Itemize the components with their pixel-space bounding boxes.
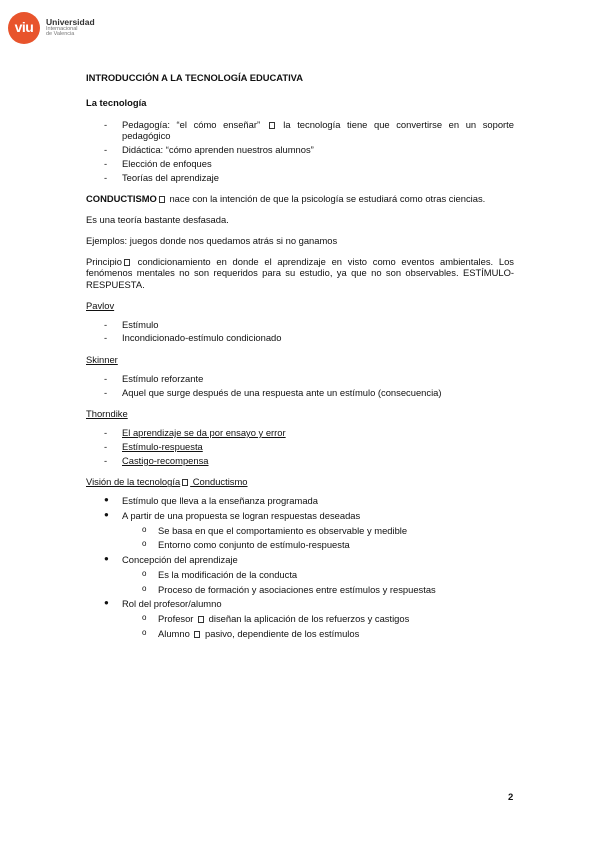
sub-list-item bbox=[122, 525, 514, 537]
list-item: - Teorías del aprendizaje bbox=[86, 172, 514, 184]
list-item-text: pasivo, dependiente de los estímulos bbox=[202, 627, 360, 639]
arrow-placeholder-icon bbox=[198, 616, 204, 623]
sub-list bbox=[122, 569, 514, 596]
sub-list-item bbox=[122, 569, 514, 581]
list-item: - Aquel que surge después de una respuesta ante un estímulo (consecuencia) bbox=[86, 387, 514, 399]
sub-list-item bbox=[122, 613, 514, 625]
list-item-text: Se basa en que el comportamiento es observable y medible bbox=[158, 524, 408, 536]
heading-text: Conductismo bbox=[190, 476, 248, 488]
list-item: - Castigo-recompensa bbox=[86, 455, 514, 467]
pavlov-list bbox=[86, 319, 514, 345]
sub-list-item bbox=[122, 539, 514, 551]
pavlov-heading: Pavlov bbox=[86, 299, 115, 311]
university-logo bbox=[8, 12, 95, 44]
arrow-placeholder-icon bbox=[124, 259, 130, 266]
principio-paragraph bbox=[86, 256, 514, 291]
sub-list bbox=[122, 613, 514, 640]
document-body bbox=[86, 72, 514, 643]
list-item bbox=[86, 119, 514, 143]
list-item: - Estímulo bbox=[86, 319, 514, 331]
list-item: - Estímulo reforzante bbox=[86, 373, 514, 385]
list-item-text: Rol del profesor/alumno bbox=[122, 598, 222, 610]
circle-bullet-icon: o bbox=[142, 524, 147, 534]
logo-name: Universidad bbox=[46, 16, 95, 27]
sub-list-item bbox=[122, 628, 514, 640]
thorndike-heading: Thorndike bbox=[86, 408, 128, 420]
list-item bbox=[86, 510, 514, 551]
bullet-icon: ● bbox=[104, 495, 109, 504]
principio-label: Principio bbox=[86, 255, 122, 267]
skinner-list bbox=[86, 373, 514, 399]
paragraph-text: nace con la intención de que la psicología se estudiará como otras ciencias. bbox=[166, 193, 486, 205]
logo-sub-line-1: Internacional bbox=[46, 25, 78, 32]
sub-list-item bbox=[122, 584, 514, 596]
list-item-text: diseñan la aplicación de los refuerzos y castigos bbox=[206, 613, 410, 624]
list-item-text: Pedagogía: “el cómo enseñar” bbox=[122, 118, 267, 130]
arrow-placeholder-icon bbox=[269, 122, 275, 129]
heading-text: Visión de la tecnología bbox=[86, 476, 181, 488]
list-item-text: Concepción del aprendizaje bbox=[122, 554, 238, 565]
conductismo-paragraph bbox=[86, 193, 514, 205]
ejemplos-paragraph: Ejemplos: juegos donde nos quedamos atrás si no ganamos bbox=[86, 234, 338, 246]
vision-heading bbox=[86, 476, 514, 488]
bullet-icon: ● bbox=[104, 598, 109, 608]
list-item-text: Es la modificación de la conducta bbox=[158, 568, 298, 580]
list-item: - Incondicionado-estímulo condicionado bbox=[86, 332, 514, 344]
list-item: - Didáctica: “cómo aprenden nuestros alumnos” bbox=[86, 144, 514, 156]
circle-bullet-icon: o bbox=[142, 539, 147, 549]
arrow-placeholder-icon bbox=[194, 631, 200, 638]
list-item-text: Entorno como conjunto de estímulo-respuesta bbox=[158, 539, 350, 551]
arrow-placeholder-icon bbox=[159, 196, 165, 203]
conductismo-label: CONDUCTISMO bbox=[86, 193, 157, 205]
logo-sub-line-2: de Valencia bbox=[46, 31, 75, 38]
list-item: - Estímulo-respuesta bbox=[86, 441, 514, 453]
circle-bullet-icon: o bbox=[142, 568, 147, 578]
sub-list bbox=[122, 525, 514, 552]
list-item-text: la tecnología tiene que convertirse en un soporte pedagógico bbox=[122, 118, 514, 142]
thorndike-list bbox=[86, 427, 514, 466]
circle-bullet-icon: o bbox=[142, 613, 147, 622]
list-item bbox=[86, 598, 514, 639]
document-title: INTRODUCCIÓN A LA TECNOLOGÍA EDUCATIVA bbox=[86, 72, 303, 83]
list-item bbox=[86, 554, 514, 595]
desfasada-paragraph: Es una teoría bastante desfasada. bbox=[86, 214, 229, 225]
circle-bullet-icon: o bbox=[142, 583, 147, 593]
technology-list bbox=[86, 119, 514, 184]
page-number: 2 bbox=[508, 792, 514, 803]
section-subtitle: La tecnología bbox=[86, 96, 147, 108]
circle-bullet-icon: o bbox=[142, 627, 147, 637]
paragraph-text: condicionamiento en donde el aprendizaje en visto como eventos ambientales. Los fenómenos mentales no son requeridos para su estudio, ya que no son observables. ESTÍMULO-RESPUESTA. bbox=[86, 255, 514, 290]
logo-wordmark bbox=[46, 18, 95, 38]
list-item: - El aprendizaje se da por ensayo y error bbox=[86, 427, 514, 439]
list-item-text: Estímulo que lleva a la enseñanza programada bbox=[122, 495, 318, 506]
list-item: - Elección de enfoques bbox=[86, 158, 514, 170]
list-item-text: Proceso de formación y asociaciones entre estímulos y respuestas bbox=[158, 583, 436, 595]
viu-logo-mark: viu bbox=[8, 12, 40, 44]
list-item bbox=[86, 495, 514, 507]
bullet-icon: ● bbox=[104, 509, 109, 519]
bullet-icon: ● bbox=[104, 554, 109, 563]
list-item-text: Profesor bbox=[158, 613, 197, 624]
skinner-heading: Skinner bbox=[86, 354, 118, 365]
arrow-placeholder-icon bbox=[182, 479, 188, 486]
list-item-text: Alumno bbox=[158, 627, 193, 639]
vision-list bbox=[86, 495, 514, 640]
list-item-text: A partir de una propuesta se logran respuestas deseadas bbox=[122, 509, 361, 521]
